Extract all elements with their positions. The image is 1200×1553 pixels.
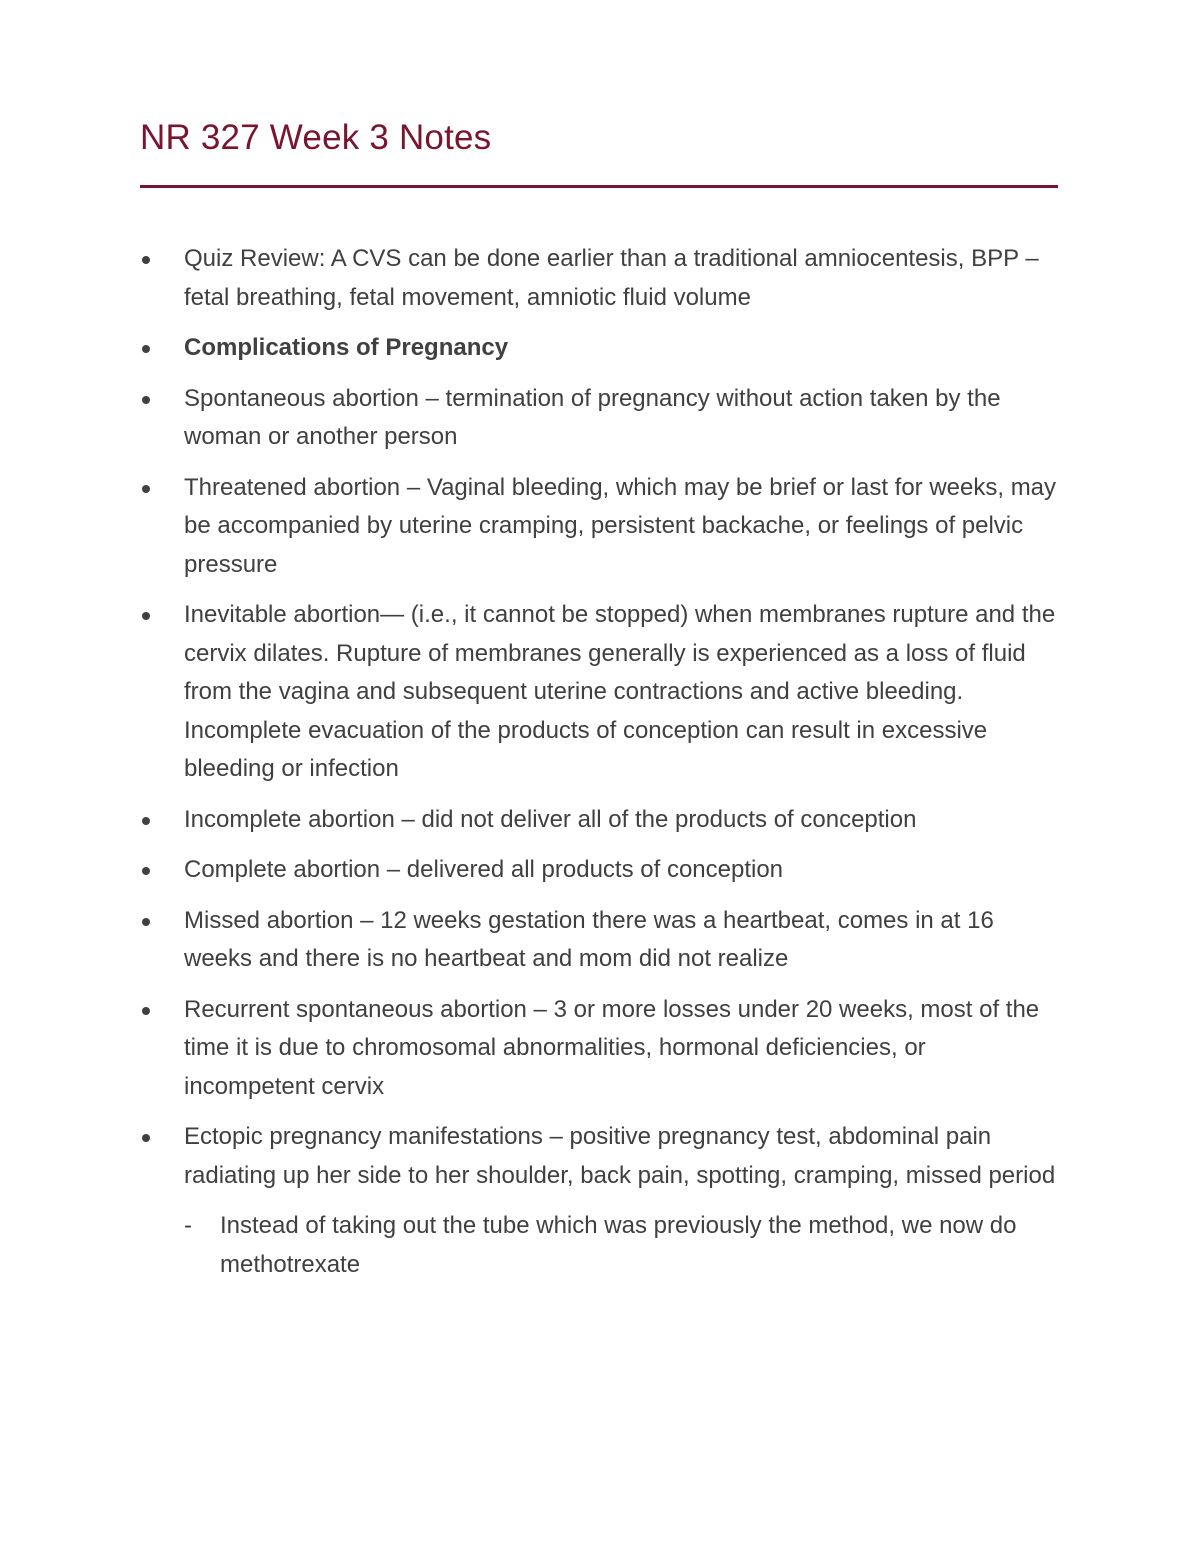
list-item-complete-abortion	[140, 851, 1060, 890]
bullet-icon	[142, 867, 150, 875]
bullet-icon	[142, 256, 150, 264]
list-item-inevitable-abortion	[140, 596, 1060, 789]
sub-list-item-methotrexate	[184, 1207, 1060, 1284]
list-item-quiz-review	[140, 240, 1060, 317]
bullet-icon	[142, 485, 150, 493]
list-item-text: Ectopic pregnancy manifestations – positive pregnancy test, abdominal pain radiating up her side to her shoulder, back pain, spotting, cramping, missed period	[184, 1123, 1056, 1189]
list-item-text: Threatened abortion – Vaginal bleeding, which may be brief or last for weeks, may be accompanied by uterine cramping, persistent backache, or feelings of pelvic pressure	[184, 473, 1057, 578]
list-item-text: Inevitable abortion— (i.e., it cannot be stopped) when membranes rupture and the cervix dilates. Rupture of membranes generally is experienced as a loss of fluid from the vagina and subsequent uterine contractions and active bleeding. Incomplete evacuation of the products of conception can result in excessive bleeding or infection	[184, 601, 1056, 782]
list-item-text: Recurrent spontaneous abortion – 3 or more losses under 20 weeks, most of the time it is due to chromosomal abnormalities, hormonal deficiencies, or incompetent cervix	[184, 995, 1040, 1100]
bullet-icon	[142, 345, 150, 353]
dash-icon: -	[184, 1212, 192, 1239]
bullet-icon	[142, 396, 150, 404]
list-item-missed-abortion	[140, 902, 1060, 979]
bullet-icon	[142, 817, 150, 825]
list-item-text: Quiz Review: A CVS can be done earlier than a traditional amniocentesis, BPP – fetal breathing, fetal movement, amniotic fluid volume	[184, 245, 1039, 311]
list-item-recurrent-abortion	[140, 991, 1060, 1107]
list-item-text: Incomplete abortion – did not deliver all of the products of conception	[184, 805, 917, 833]
list-item-text: Complete abortion – delivered all products of conception	[184, 856, 784, 883]
list-item-ectopic-pregnancy	[140, 1118, 1060, 1284]
page-title: NR 327 Week 3 Notes	[140, 118, 492, 157]
bullet-icon	[142, 1007, 150, 1015]
bullet-icon	[142, 1134, 150, 1142]
list-item-spontaneous-abortion	[140, 380, 1060, 457]
title-divider	[140, 185, 1058, 188]
bullet-icon	[142, 612, 150, 620]
list-item-text: Spontaneous abortion – termination of pregnancy without action taken by the woman or another person	[184, 384, 1001, 450]
list-item-incomplete-abortion	[140, 801, 1060, 840]
list-item-complications-heading	[140, 329, 1060, 368]
list-item-threatened-abortion	[140, 469, 1060, 585]
list-item-text: Complications of Pregnancy	[184, 334, 509, 361]
sub-list-item-text: Instead of taking out the tube which was previously the method, we now do methotrexate	[220, 1212, 1017, 1278]
list-item-text: Missed abortion – 12 weeks gestation there was a heartbeat, comes in at 16 weeks and there is no heartbeat and mom did not realize	[184, 906, 994, 972]
notes-list	[140, 240, 1060, 1296]
bullet-icon	[142, 918, 150, 926]
